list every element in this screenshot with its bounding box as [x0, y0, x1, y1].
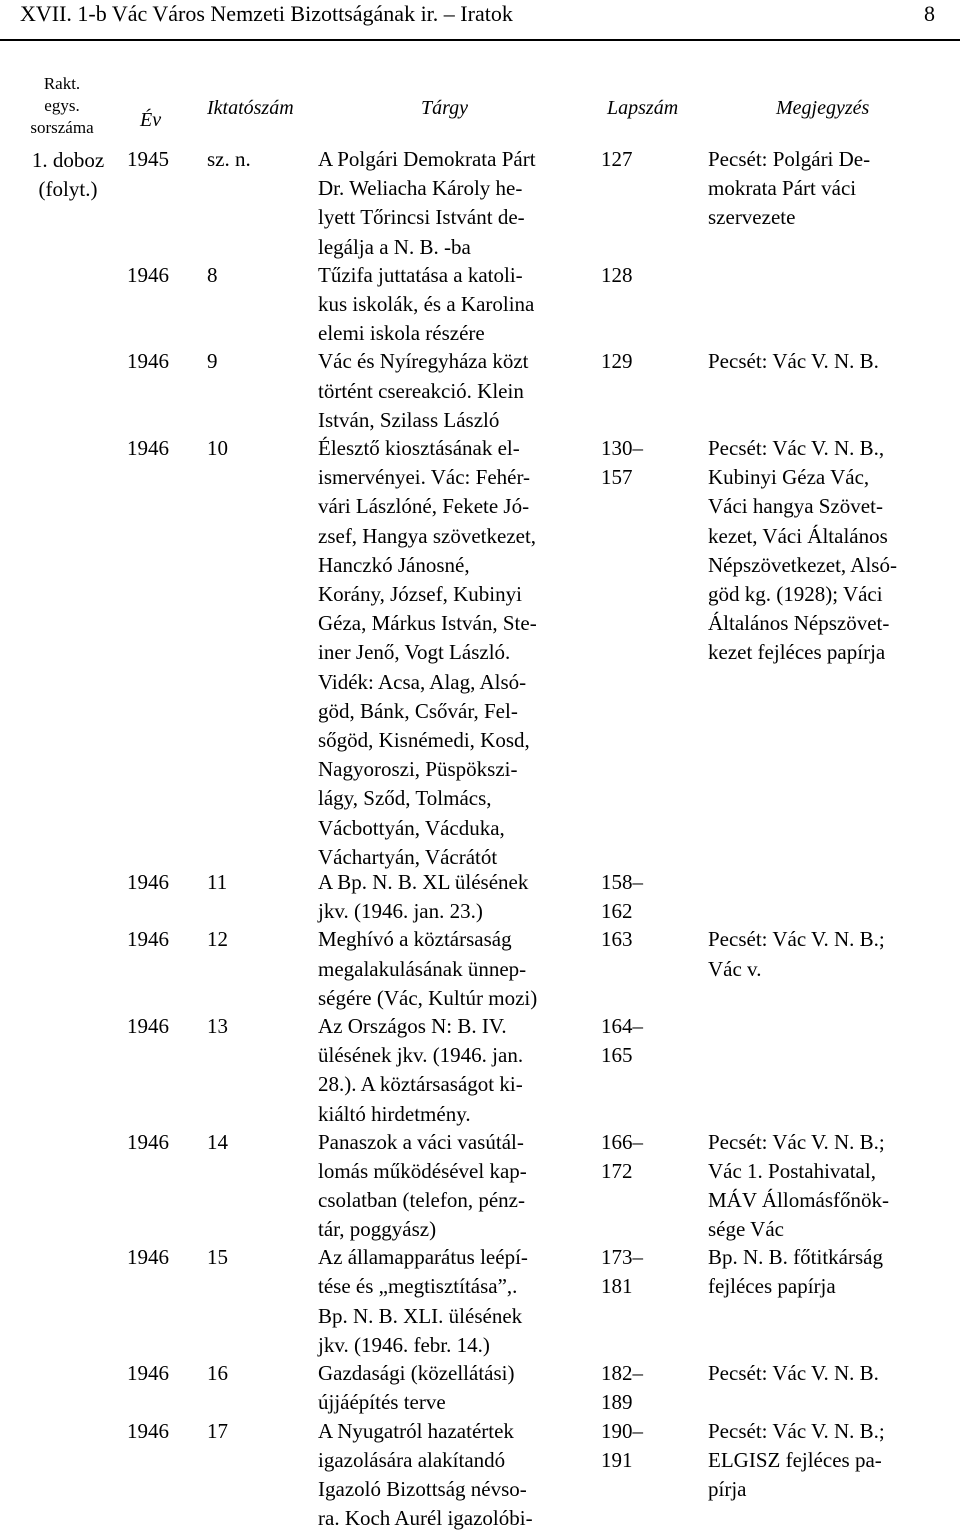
row-subject-line: vári Lászlóné, Fekete Jó- [318, 494, 530, 519]
row-pages-line: 190– [601, 1418, 643, 1443]
row-pages [601, 868, 643, 926]
row-subject-line: sőgöd, Kisnémedi, Kosd, [318, 728, 530, 753]
row-pages [601, 347, 633, 376]
row-year: 1946 [127, 262, 169, 287]
row-pages-line: 165 [601, 1043, 633, 1068]
row-subject-line: kus iskolák, és a Karolina [318, 291, 535, 316]
row-id: 11 [207, 869, 228, 894]
row-year: 1946 [127, 1418, 169, 1443]
row-year: 1946 [127, 349, 169, 374]
row-id: 16 [207, 1360, 228, 1385]
row-id: 17 [207, 1418, 228, 1443]
row-subject-line: A Bp. N. B. XL ülésének [318, 869, 529, 894]
row-subject-line: ismervényei. Vác: Fehér- [318, 465, 531, 490]
page-header [20, 0, 960, 30]
row-note-line: Pecsét: Vác V. N. B. [708, 349, 879, 374]
row-note-line: Pecsét: Vác V. N. B.; [708, 1418, 885, 1443]
row-subject-line: Az Országos N: B. IV. [318, 1014, 507, 1038]
col-header-note: Megjegyzés [776, 97, 870, 119]
row-note [708, 1417, 885, 1505]
row-subject-line: Vác és Nyíregyháza közt [318, 349, 529, 374]
row-subject [318, 145, 536, 262]
row-note-line: kezet, Váci Általános [708, 523, 888, 548]
row-pages-line: 182– [601, 1360, 643, 1385]
row-subject-line: István, Szilass László [318, 407, 500, 432]
row-pages [601, 1417, 643, 1475]
row-id: 15 [207, 1245, 228, 1270]
row-id: 9 [207, 349, 218, 374]
row-subject-line: Váchartyán, Vácrátót [318, 844, 498, 869]
col-header-box-line: sorszáma [30, 118, 94, 137]
row-subject-line: Az államapparátus leépí- [318, 1245, 528, 1270]
row-note-line: Váci hangya Szövet- [708, 494, 883, 519]
row-subject [318, 868, 528, 926]
row-subject-line: ségére (Vác, Kultúr mozi) [318, 985, 538, 1010]
row-subject-line: Panaszok a váci vasútál- [318, 1129, 524, 1154]
row-subject-line: ra. Koch Aurél igazolóbi- [318, 1506, 533, 1531]
row-subject-line: göd, Bánk, Csővár, Fel- [318, 698, 518, 723]
row-year: 1946 [127, 436, 169, 460]
row-subject-line: Géza, Márkus István, Ste- [318, 611, 537, 636]
document-title: XVII. 1-b Vác Város Nemzeti Bizottságának ir. – Iratok [20, 1, 513, 26]
row-pages-line: 128 [601, 262, 633, 287]
box-label-line: 1. doboz [31, 148, 105, 172]
row-subject [318, 1128, 527, 1245]
row-note [708, 925, 885, 983]
row-year: 1946 [127, 1014, 169, 1038]
row-subject [318, 1417, 533, 1533]
col-header-year: Év [140, 109, 162, 131]
row-id: 14 [207, 1129, 228, 1154]
row-note-line: szervezete [708, 205, 796, 230]
row-subject-line: Vidék: Acsa, Alag, Alsó- [318, 669, 527, 694]
row-pages-line: 191 [601, 1447, 633, 1472]
row-pages-line: 173– [601, 1245, 643, 1270]
row-pages-line: 127 [601, 147, 633, 171]
row-subject-line: Bp. N. B. XLI. ülésének [318, 1303, 523, 1328]
row-subject [318, 925, 537, 1013]
row-note-line: Pecsét: Vác V. N. B., [708, 436, 885, 460]
col-header-id: Iktatószám [207, 97, 294, 119]
row-pages [601, 145, 633, 174]
row-subject [318, 1359, 515, 1417]
row-note [708, 145, 870, 233]
row-subject-line: Meghívó a köztársaság [318, 927, 512, 952]
page-number: 8 [924, 1, 935, 26]
row-note-line: pírja [708, 1477, 747, 1501]
row-id: 12 [207, 927, 228, 952]
row-note-line: Kubinyi Géza Vác, [708, 465, 870, 490]
row-subject [318, 347, 528, 435]
row-year: 1946 [127, 1360, 169, 1385]
row-pages-line: 189 [601, 1390, 633, 1414]
row-note [708, 1243, 883, 1301]
row-subject-line: megalakulásának ünnep- [318, 956, 527, 981]
row-subject-line: Élesztő kiosztásának el- [318, 436, 520, 460]
row-note-line: Vác 1. Postahivatal, [708, 1158, 876, 1183]
row-note-line: Népszövetkezet, Alsó- [708, 552, 897, 577]
row-note-line: Általános Népszövet- [708, 611, 890, 636]
row-subject-line: A Polgári Demokrata Párt [318, 147, 536, 171]
box-label [28, 146, 108, 204]
row-subject-line: 28.). A köztársaságot ki- [318, 1072, 523, 1097]
row-subject-line: Tűzifa juttatása a katoli- [318, 262, 523, 287]
row-note-line: Pecsét: Polgári De- [708, 147, 871, 171]
row-subject-line: Korány, József, Kubinyi [318, 582, 522, 607]
row-note-line: göd kg. (1928); Váci [708, 582, 883, 607]
row-pages [601, 925, 633, 954]
row-subject [318, 434, 537, 872]
row-subject-line: Dr. Weliacha Károly he- [318, 176, 523, 201]
row-note-line: Pecsét: Vác V. N. B. [708, 1360, 879, 1385]
row-subject [318, 261, 534, 349]
row-pages-line: 162 [601, 898, 633, 923]
row-pages [601, 1243, 643, 1301]
row-subject-line: újjáépítés terve [318, 1390, 446, 1414]
row-pages-line: 163 [601, 927, 633, 952]
row-pages-line: 166– [601, 1129, 643, 1154]
row-id: 8 [207, 262, 218, 287]
col-header-subject: Tárgy [421, 97, 469, 119]
row-id: 10 [207, 436, 228, 460]
row-subject-line: Gazdasági (közellátási) [318, 1360, 515, 1385]
row-note [708, 347, 879, 376]
row-note [708, 1359, 879, 1388]
row-note-line: ELGISZ fejléces pa- [708, 1447, 882, 1472]
row-subject-line: iner Jenő, Vogt László. [318, 640, 511, 665]
row-pages [601, 434, 643, 492]
row-subject-line: jkv. (1946. febr. 14.) [318, 1332, 490, 1357]
row-subject-line: lágy, Sződ, Tolmács, [318, 786, 492, 811]
row-pages [601, 261, 633, 290]
row-subject-line: ülésének jkv. (1946. jan. [318, 1043, 524, 1068]
row-note [708, 434, 897, 668]
row-pages [601, 1012, 643, 1070]
row-pages-line: 164– [601, 1014, 643, 1038]
col-header-pages: Lapszám [607, 97, 679, 119]
row-note [708, 1128, 889, 1245]
row-pages-line: 130– [601, 436, 643, 460]
box-label-line: (folyt.) [38, 177, 98, 202]
row-pages-line: 157 [601, 465, 633, 490]
row-year: 1946 [127, 1129, 169, 1154]
row-id: 13 [207, 1014, 228, 1038]
row-note-line: Bp. N. B. főtitkárság [708, 1245, 883, 1270]
row-subject-line: legálja a N. B. -ba [318, 234, 471, 259]
row-subject [318, 1012, 523, 1129]
row-subject-line: Igazoló Bizottság névso- [318, 1477, 527, 1501]
row-note-line: MÁV Állomásfőnök- [708, 1188, 890, 1212]
row-subject-line: lomás működésével kap- [318, 1158, 527, 1183]
row-subject-line: jkv. (1946. jan. 23.) [318, 898, 483, 923]
row-subject-line: igazolására alakítandó [318, 1447, 506, 1472]
row-subject-line: kiáltó hirdetmény. [318, 1101, 471, 1126]
row-subject-line: lyett Tőrincsi Istvánt de- [318, 205, 525, 230]
row-pages-line: 181 [601, 1274, 633, 1299]
col-header-box-line: egys. [44, 96, 80, 115]
row-note-line: sége Vác [708, 1217, 784, 1242]
row-pages [601, 1359, 643, 1417]
col-header-box-line: Rakt. [43, 74, 81, 93]
row-note-line: Pecsét: Vác V. N. B.; [708, 1129, 885, 1154]
row-subject-line: Vácbottyán, Vácduka, [318, 815, 505, 840]
row-subject-line: tár, poggyász) [318, 1217, 437, 1242]
row-subject-line: tése és „megtisztítása”,. [318, 1274, 518, 1299]
row-note-line: Vác v. [708, 956, 762, 981]
row-note-line: fejléces papírja [708, 1274, 836, 1299]
row-subject [318, 1243, 528, 1360]
row-year: 1946 [127, 1245, 169, 1270]
row-subject-line: A Nyugatról hazatértek [318, 1418, 514, 1443]
header-rule [0, 39, 960, 41]
row-note-line: Pecsét: Vác V. N. B.; [708, 927, 885, 952]
row-pages-line: 158– [601, 869, 643, 894]
row-subject-line: történt csereakció. Klein [318, 378, 524, 403]
row-year: 1946 [127, 869, 169, 894]
row-subject-line: elemi iskola részére [318, 321, 485, 345]
row-pages [601, 1128, 643, 1186]
row-year: 1946 [127, 927, 169, 952]
row-note-line: kezet fejléces papírja [708, 640, 886, 665]
row-pages-line: 129 [601, 349, 633, 374]
row-id: sz. n. [207, 147, 251, 171]
row-note-line: mokrata Párt váci [708, 176, 857, 201]
row-subject-line: zsef, Hangya szövetkezet, [318, 523, 537, 548]
col-header-box [30, 73, 94, 139]
row-pages-line: 172 [601, 1158, 633, 1183]
row-subject-line: Nagyoroszi, Püspökszi- [318, 757, 518, 782]
row-subject-line: Hanczkó Jánosné, [318, 552, 470, 577]
row-subject-line: csolatban (telefon, pénz- [318, 1188, 525, 1212]
row-year: 1945 [127, 147, 169, 171]
